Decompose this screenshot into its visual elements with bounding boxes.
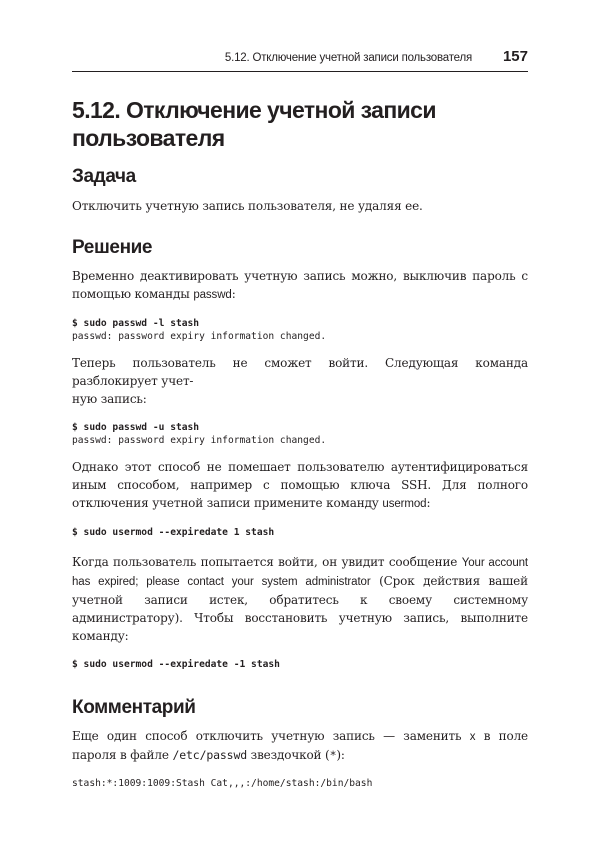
solution-p1-end: : (231, 287, 236, 301)
code-2-output: passwd: password expiry information changed. (72, 434, 327, 446)
comment-text-4: ): (336, 748, 345, 762)
solution-paragraph-4 (72, 553, 528, 645)
header-rule (72, 71, 528, 72)
solution-paragraph-1 (72, 267, 528, 304)
comment-text-3: звездочкой ( (250, 748, 330, 762)
expired-message: Your account has expired; please contact your system administrator (72, 556, 529, 588)
comment-text-2: в поле пароля в файле (72, 729, 528, 762)
code-4-command: $ sudo usermod --expiredate -1 stash (72, 658, 280, 670)
comment-paragraph (72, 727, 528, 764)
page-content (72, 96, 528, 791)
code-block-5 (72, 778, 528, 791)
running-header (72, 46, 528, 70)
solution-p4-translation: (Срок действия вашей учетной записи истек, обратитесь к своему системному администратору). Чтобы восстановить учетную запись, выполните команду: (72, 573, 528, 643)
solution-p2-line1: Теперь пользователь не сможет войти. Следующая команда разблокирует учет- (72, 356, 528, 388)
inline-code-passwd: passwd (193, 289, 232, 301)
code-block-3 (72, 527, 528, 540)
comment-text-1: Еще один способ отключить учетную запись — заменить (72, 729, 462, 743)
comment-heading: Комментарий (72, 697, 196, 718)
section-title-line1: 5.12. Отключение учетной записи (72, 97, 436, 123)
solution-p3-text: Однако этот способ не помешает пользователю аутентифицироваться иным способом, например с помощью ключа SSH. Для полного отключения учетной записи примените команду (72, 460, 528, 510)
code-1-command: $ sudo passwd -l stash (72, 318, 200, 329)
code-block-2 (72, 422, 528, 447)
solution-paragraph-2 (72, 354, 528, 408)
inline-code-usermod: usermod (382, 498, 427, 510)
code-5-line: stash:*:1009:1009:Stash Cat,,,:/home/stash:/bin/bash (72, 778, 373, 789)
running-header-section: 5.12. Отключение учетной записи пользователя (224, 52, 472, 64)
code-1-output: passwd: password expiry information changed. (72, 330, 327, 342)
solution-p2-line2: ную запись: (72, 392, 147, 406)
code-3-command: $ sudo usermod --expiredate 1 stash (72, 527, 275, 538)
page-number: 157 (502, 48, 528, 65)
solution-heading: Решение (72, 237, 153, 258)
solution-p4-text: Когда пользователь попытается войти, он увидит сообщение (72, 554, 458, 569)
code-block-1 (72, 318, 528, 343)
inline-code-asterisk: * (329, 748, 337, 762)
solution-p1-text: Временно деактивировать учетную запись можно, выключив пароль с помощью команды (72, 269, 528, 301)
task-heading: Задача (72, 166, 136, 187)
task-text: Отключить учетную запись пользователя, не удаляя ее. (72, 199, 423, 213)
section-title-line2: пользователя (72, 125, 225, 151)
inline-code-etc-passwd: /etc/passwd (172, 748, 247, 762)
section-title (72, 96, 528, 152)
code-block-4 (72, 659, 528, 672)
solution-p3-end: : (426, 496, 431, 510)
inline-code-x: x (469, 731, 476, 743)
solution-paragraph-3 (72, 458, 528, 513)
code-2-command: $ sudo passwd -u stash (72, 422, 200, 433)
